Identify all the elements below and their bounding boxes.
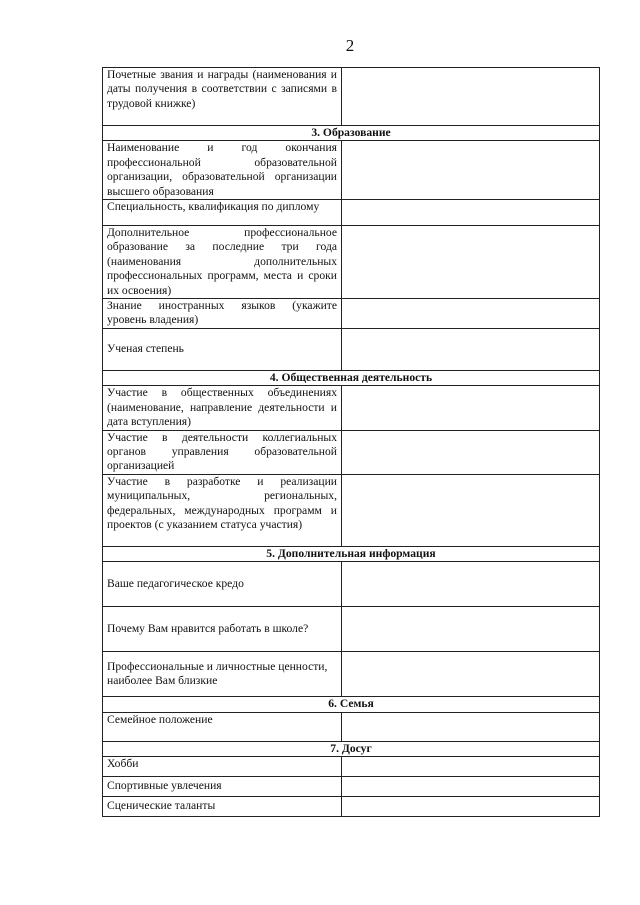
answer-field-public-orgs[interactable] [342,386,600,430]
section-header-education: 3. Образование [103,126,600,141]
row-label-hobby: Хобби [103,756,342,776]
section-header-family: 6. Семья [103,697,600,712]
table-row [103,430,600,474]
table-row [103,796,600,816]
table-row [103,226,600,299]
section-row [103,741,600,756]
row-label-awards: Почетные звания и награды (наименования и даты получения в соответствии с записями в трудовой книжке) [103,68,342,126]
answer-field-awards[interactable] [342,68,600,126]
answer-field-languages[interactable] [342,299,600,329]
table-row [103,386,600,430]
row-label-public-orgs: Участие в общественных объединениях (наименование, направление деятельности и дата вступления) [103,386,342,430]
section-row [103,546,600,561]
table-row [103,474,600,546]
answer-field-credo[interactable] [342,562,600,607]
table-row [103,607,600,652]
table-row [103,68,600,126]
table-row [103,200,600,226]
row-label-degree: Ученая степень [103,328,342,370]
row-label-edu-org: Наименование и год окончания профессиональной образовательной организации, образовательной организации высшего образования [103,141,342,200]
table-row [103,776,600,796]
table-row [103,562,600,607]
answer-field-sports[interactable] [342,776,600,796]
row-label-values: Профессиональные и личностные ценности, наиболее Вам близкие [103,652,342,697]
answer-field-values[interactable] [342,652,600,697]
table-row [103,712,600,741]
page-number: 2 [345,36,355,55]
table-row [103,328,600,370]
row-label-collegial: Участие в деятельности коллегиальных органов управления образовательной организацией [103,430,342,474]
row-label-languages: Знание иностранных языков (укажите уровень владения) [103,299,342,329]
row-label-additional-education: Дополнительное профессиональное образование за последние три года (наименования дополнительных профессиональных программ, места и сроки их освоения) [103,226,342,299]
answer-field-stage[interactable] [342,796,600,816]
answer-field-why-school[interactable] [342,607,600,652]
answer-field-marital[interactable] [342,712,600,741]
row-label-specialty: Специальность, квалификация по диплому [103,200,342,226]
row-label-marital: Семейное положение [103,712,342,741]
section-row [103,697,600,712]
table-row [103,756,600,776]
section-header-public-activity: 4. Общественная деятельность [103,370,600,385]
row-label-why-school: Почему Вам нравится работать в школе? [103,607,342,652]
row-label-credo: Ваше педагогическое кредо [103,562,342,607]
answer-field-additional-education[interactable] [342,226,600,299]
section-header-leisure: 7. Досуг [103,741,600,756]
questionnaire-table [102,67,600,817]
row-label-sports: Спортивные увлечения [103,776,342,796]
row-label-programs: Участие в разработке и реализации муниципальных, региональных, федеральных, международных программ и проектов (с указанием статуса участия) [103,474,342,546]
answer-field-collegial[interactable] [342,430,600,474]
answer-field-programs[interactable] [342,474,600,546]
section-header-additional-info: 5. Дополнительная информация [103,546,600,561]
section-row [103,126,600,141]
answer-field-edu-org[interactable] [342,141,600,200]
answer-field-degree[interactable] [342,328,600,370]
table-row [103,299,600,329]
answer-field-specialty[interactable] [342,200,600,226]
section-row [103,370,600,385]
table-row [103,652,600,697]
row-label-stage: Сценические таланты [103,796,342,816]
table-row [103,141,600,200]
answer-field-hobby[interactable] [342,756,600,776]
